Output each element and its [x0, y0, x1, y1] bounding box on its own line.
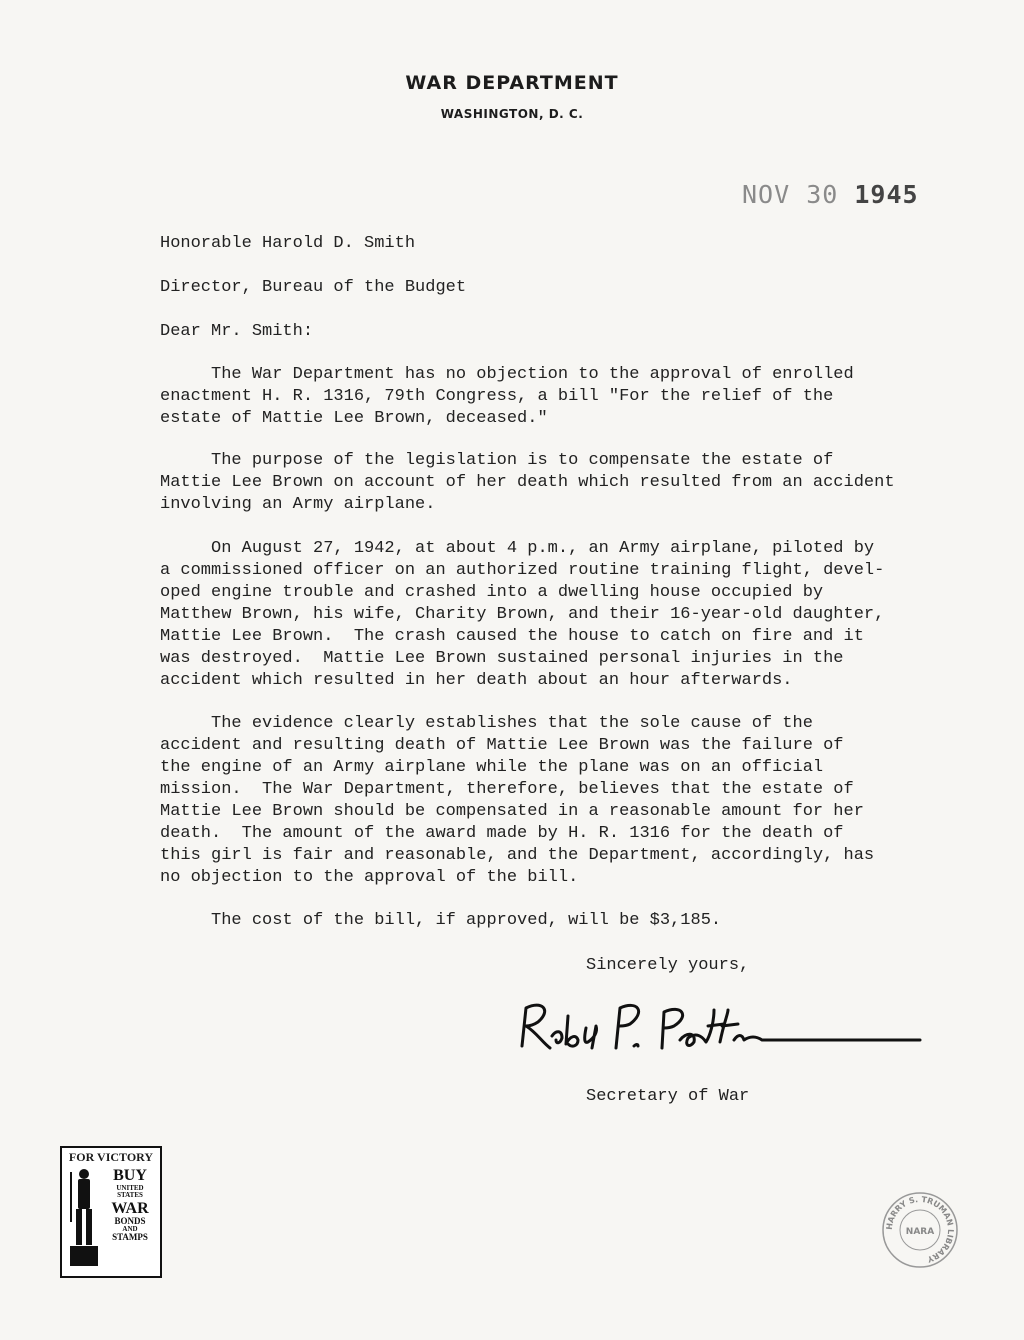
- letterhead-location: WASHINGTON, D. C.: [440, 107, 584, 121]
- seal-ring-text: HARRY S. TRUMAN LIBRARY: [884, 1194, 956, 1264]
- poster-bonds: BONDS: [114, 1216, 146, 1226]
- letterhead-title: WAR DEPARTMENT: [405, 72, 619, 94]
- paragraph-5: The cost of the bill, if approved, will be $3,185.: [160, 911, 722, 930]
- poster-stamps: STAMPS: [112, 1232, 148, 1242]
- paragraph-3: On August 27, 1942, at about 4 p.m., an Army airplane, piloted by a commissioned officer on an authorized routine training flight, devel- oped engine trouble and crashed into a dwelling house occupied by Matthew Brown, his wife, Charity Brown, and their 16-year-old daughter, Mattie Lee Brown. The crash caused the house to catch on fire and it was destroyed. Mattie Lee Brown sustained personal injuries in the accident which resulted in her death about an hour afterwards.: [160, 539, 885, 690]
- date-stamp-month-day: NOV 30: [742, 180, 839, 209]
- addressee-title: Director, Bureau of the Budget: [160, 278, 467, 297]
- addressee-name: Honorable Harold D. Smith: [160, 234, 416, 253]
- poster-buy: BUY: [113, 1167, 147, 1184]
- war-bonds-poster: [60, 1146, 162, 1278]
- poster-states: STATES: [117, 1191, 143, 1199]
- poster-and: AND: [122, 1225, 138, 1233]
- poster-war: WAR: [111, 1200, 149, 1217]
- archive-seal: [880, 1190, 960, 1270]
- date-stamp: [742, 180, 919, 209]
- paragraph-4: The evidence clearly establishes that the sole cause of the accident and resulting death of Mattie Lee Brown was the failure of the engine of an Army airplane while the plane was on an official mission. The War Department, therefore, believes that the estate of Mattie Lee Brown should be compensated in a reasonable amount for her death. The amount of the award made by H. R. 1316 for the death of this girl is fair and reasonable, and the Department, accordingly, has no objection to the approval of the bill.: [160, 714, 875, 887]
- signature: [512, 996, 932, 1062]
- date-stamp-year: 1945: [854, 180, 919, 209]
- signer-title: Secretary of War: [586, 1087, 750, 1106]
- seal-center-text: NARA: [905, 1227, 935, 1237]
- poster-united: UNITED: [116, 1184, 144, 1192]
- closing: Sincerely yours,: [586, 956, 750, 975]
- minuteman-icon: [66, 1166, 102, 1272]
- paragraph-1: The War Department has no objection to the approval of enrolled enactment H. R. 1316, 79th Congress, a bill "For the relief of the estate of Mattie Lee Brown, deceased.": [160, 365, 854, 428]
- paragraph-2: The purpose of the legislation is to compensate the estate of Mattie Lee Brown on account of her death which resulted from an accident involving an Army airplane.: [160, 451, 895, 514]
- salutation: Dear Mr. Smith:: [160, 322, 314, 341]
- poster-header: FOR VICTORY: [68, 1150, 154, 1164]
